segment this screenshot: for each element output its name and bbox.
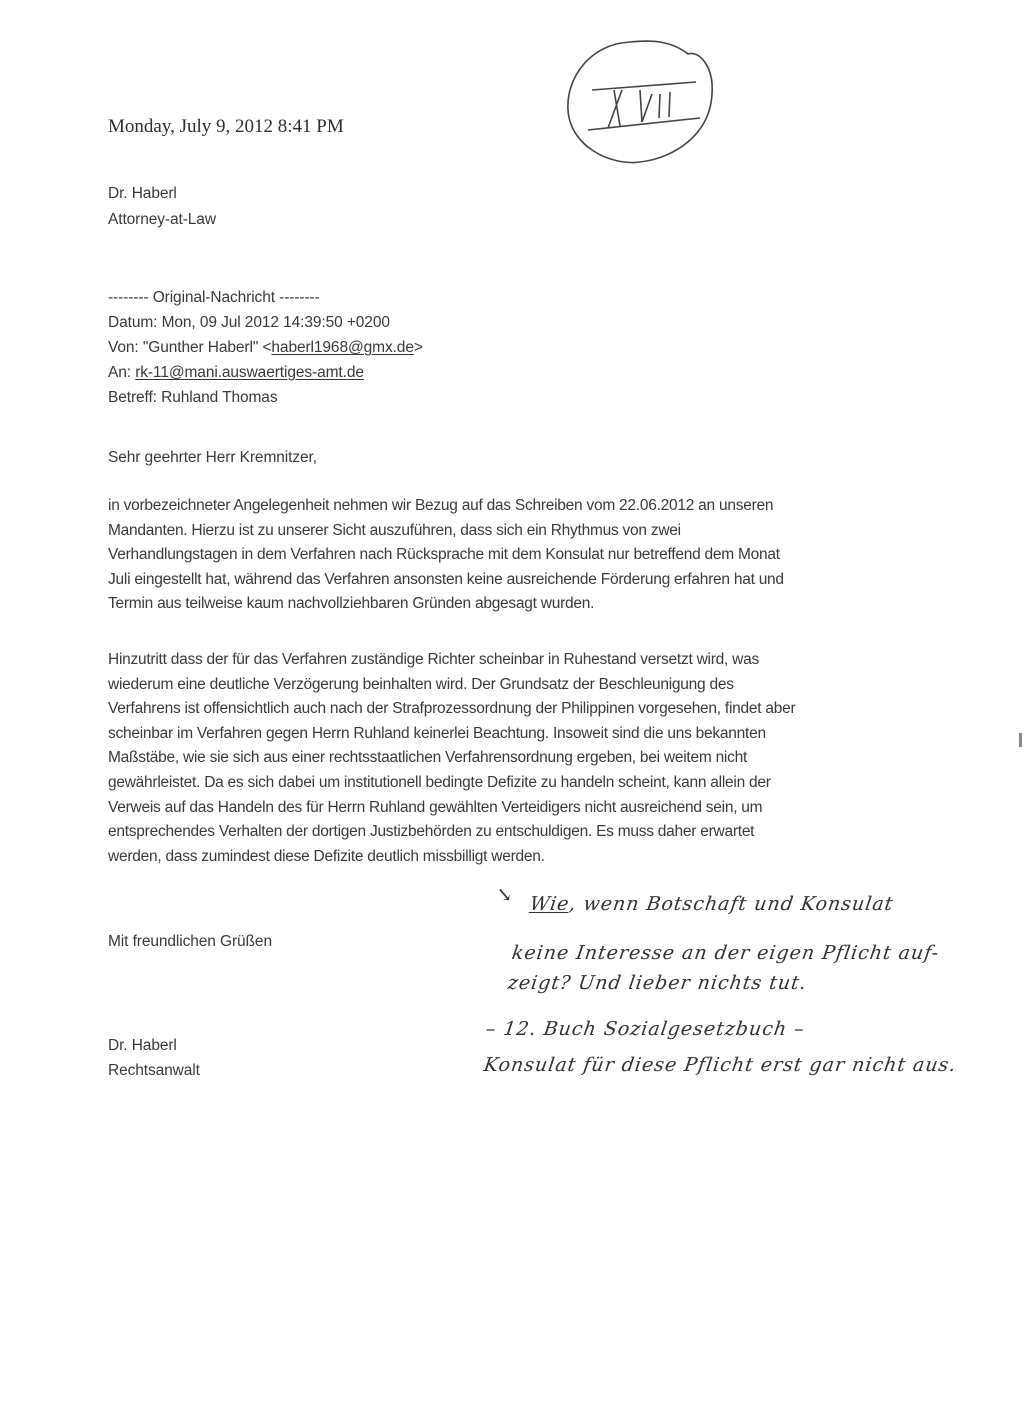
datum-row [108,311,390,335]
von-name: "Gunther Haberl" < [142,339,272,356]
paragraph-1 [108,494,898,617]
paragraph-line: gewährleistet. Da es sich dabei um institutionell bedingte Defizite zu handeln scheint, kann allein der [108,773,771,791]
paragraph-line: Verhandlungstagen in dem Verfahren nach Rücksprache mit dem Konsulat nur betreffend dem Monat [108,546,780,564]
handwritten-arrow-icon: ↘ [494,882,516,906]
signature-name: Dr. Haberl [108,1037,177,1054]
paragraph-line: Maßstäbe, wie sie sich aus einer rechtsstaatlichen Verfahrensordnung ergeben, bei weitem nicht [108,749,748,767]
datum-value: Mon, 09 Jul 2012 14:39:50 +0200 [161,314,390,331]
paragraph-line: entsprechendes Verhalten der dortigen Justizbehörden zu entschuldigen. Es muss daher erwartet [108,823,755,841]
paragraph-line: in vorbezeichneter Angelegenheit nehmen wir Bezug auf das Schreiben vom 22.06.2012 an unseren [108,497,774,514]
handwritten-note-line-1 [528,893,894,915]
scan-edge-mark [1019,733,1022,747]
betreff-row [108,386,277,410]
von-label: Von: [108,339,139,356]
paragraph-line: werden, dass zumindest diese Defizite deutlich missbilligt werden. [108,847,545,865]
handwritten-note-line-4: – 12. Buch Sozialgesetzbuch – [484,1018,807,1040]
an-row [108,361,364,385]
closing: Mit freundlichen Grüßen [108,933,272,950]
datum-label: Datum: [108,314,158,331]
an-email-link[interactable]: rk-11@mani.auswaertiges-amt.de [135,364,364,381]
paragraph-line: scheinbar im Verfahren gegen Herrn Ruhland keinerlei Beachtung. Insoweit sind die uns bekannten [108,724,766,742]
betreff-label: Betreff: [108,389,157,406]
paragraph-line: Verweis auf das Handeln des für Herrn Ruhland gewählten Verteidigers nicht ausreichend sein, um [108,798,763,816]
handwritten-note-line-2: keine Interesse an der eigen Pflicht auf- [510,942,941,964]
handwritten-text: , wenn Botschaft und Konsulat [567,893,895,915]
original-message-separator: -------- Original-Nachricht -------- [108,289,320,306]
paragraph-line: Termin aus teilweise kaum nachvollziehbaren Gründen abgesagt wurden. [108,595,595,613]
betreff-value: Ruhland Thomas [161,389,278,406]
von-row [108,336,423,360]
sender-title: Attorney-at-Law [108,211,216,228]
stamp-circle-icon [560,38,720,170]
sender-name: Dr. Haberl [108,185,177,202]
paragraph-line: Hinzutritt dass der für das Verfahren zuständige Richter scheinbar in Ruhestand versetzt wird, was [108,651,759,668]
email-datetime: Monday, July 9, 2012 8:41 PM [108,116,344,137]
handwritten-note-line-5: Konsulat für diese Pflicht erst gar nicht aus. [482,1054,958,1076]
paragraph-line: Verfahrens ist offensichtlich auch nach der Strafprozessordnung der Philippinen vorgesehen, findet aber [108,700,796,718]
an-label: An: [108,364,131,381]
handwritten-note-line-3: zeigt? Und lieber nichts tut. [506,972,809,994]
paragraph-2 [108,648,898,869]
salutation: Sehr geehrter Herr Kremnitzer, [108,449,317,466]
von-close: > [413,339,423,356]
paragraph-line: Juli eingestellt hat, während das Verfahren ansonsten keine ausreichende Förderung erfahren hat und [108,570,784,588]
paragraph-line: wiederum eine deutliche Verzögerung beinhalten wird. Der Grundsatz der Beschleunigung des [108,675,734,693]
signature-title: Rechtsanwalt [108,1062,200,1079]
handwritten-emphasis: Wie [528,893,572,915]
paragraph-line: Mandanten. Hierzu ist zu unserer Sicht auszuführen, dass sich ein Rhythmus von zwei [108,521,681,539]
von-email-link[interactable]: haberl1968@gmx.de [271,339,414,356]
roman-numeral-stamp [560,38,720,175]
